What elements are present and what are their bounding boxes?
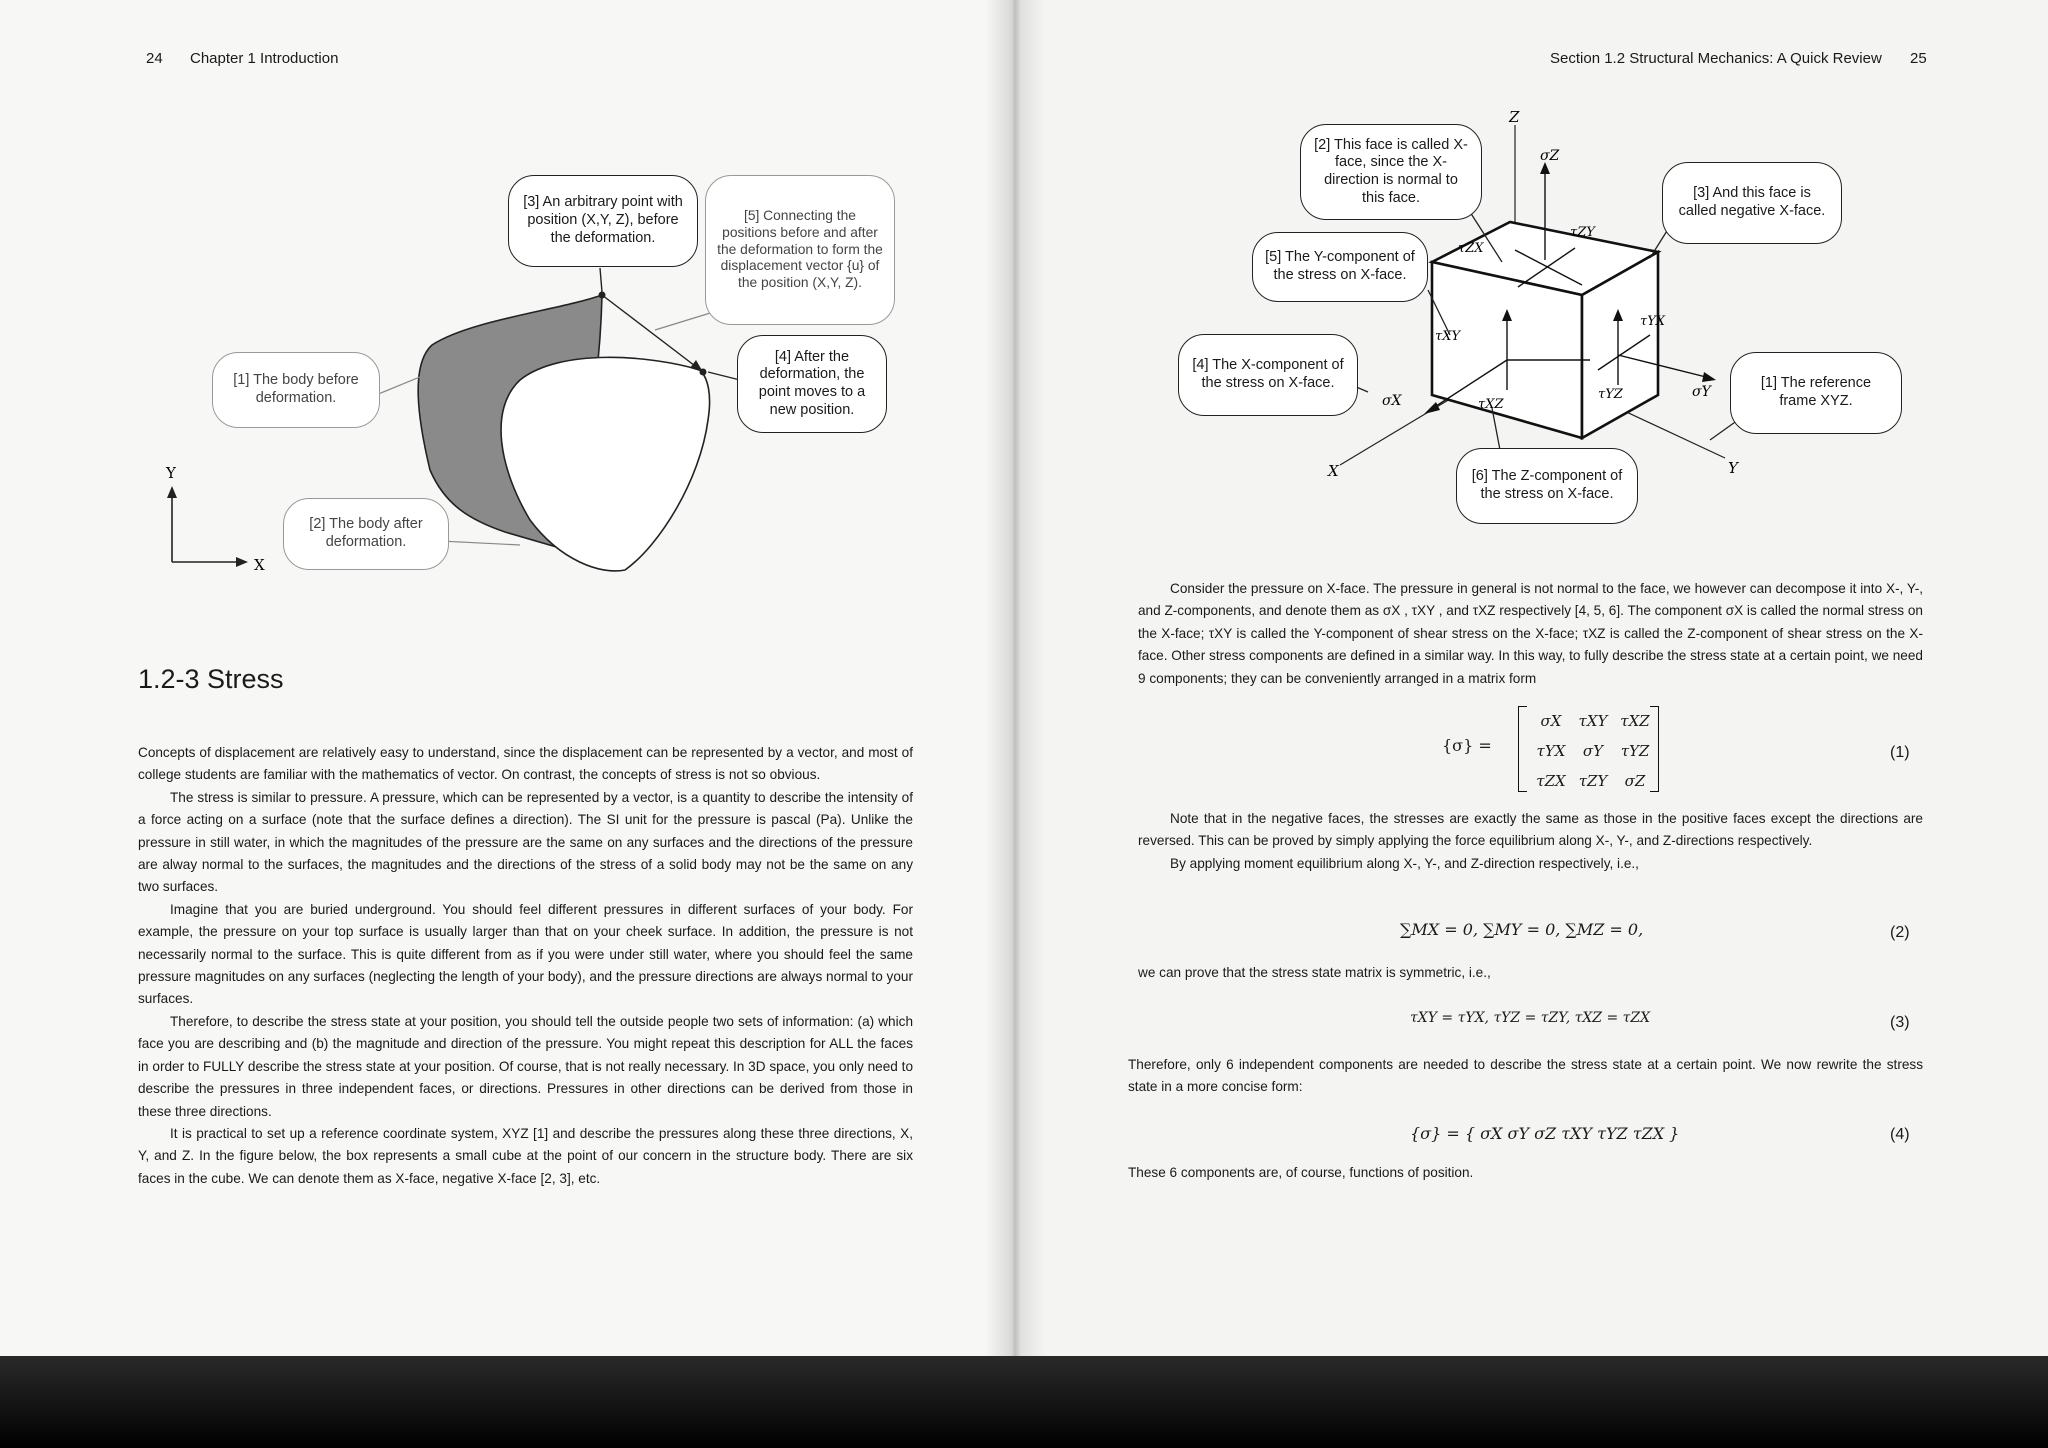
paragraph: Therefore, only 6 independent components are needed to describe the stress state at a certain point. We now rewrite the stress state in a more concise form: [1128,1057,1923,1095]
paragraph: It is practical to set up a reference coordinate system, XYZ [1] and describe the pressures along these three directions, X, Y, and Z. In the figure below, the box represents a small cube at the point of our concern in the structure body. There are six faces in the cube. We can denote them as X-face, negative X-face [2, 3], etc. [138,1125,913,1186]
callout-body-before: [1] The body before deformation. [212,352,380,428]
matrix-cell: τXZ [1620,712,1650,730]
callout-reference-frame: [1] The reference frame XYZ. [1730,352,1902,434]
y-axis-arrow [167,486,177,498]
sigma-y-label: σY [1692,384,1711,400]
paragraph: Imagine that you are buried underground. You should feel different pressures in different surfaces of your body. For example, the pressure on your top surface is usually larger than that on your cheek surface. In addition, the pressure is not necessarily normal to the surface. This is quite different from as if you were under still water, where you should feel the same pressure magnitudes on any surfaces (neglecting the length of your body), and the pressure directions are always normal to your surfaces. [138,901,913,1007]
eq3: τXY = τYX, τYZ = τZY, τXZ = τZX [1410,1010,1651,1026]
point-before [599,292,606,299]
stress-matrix [1530,706,1656,796]
paragraph: By applying moment equilibrium along X-, Y-, and Z-direction respectively, i.e., [1170,855,1639,871]
book-gutter-shadow [985,0,1045,1448]
paragraph: Concepts of displacement are relatively easy to understand, since the displacement can be represented by a vector, and most of college students are familiar with the mathematics of vector. On contrast, the concepts of stress is not so obvious. [138,745,913,783]
paragraph: Therefore, to describe the stress state at your position, you should tell the outside people two sets of information: (a) which face you are describing and (b) the magnitude and direction of the pressure. You might repeat this description for ALL the faces in order to FULLY describe the stress state at your position. Of course, that is not really necessary. In 3D space, you only need to describe the pressures in three independent faces, or directions. Pressures in other directions can be derived from those in these three directions. [138,1013,913,1119]
paragraph: Consider the pressure on X-face. The pressure in general is not normal to the face, we however can decompose it into X-, Y-, and Z-components, and denote them as σX , τXY , and τXZ respectively [4, 5, 6]. The component σX is called the normal stress on the X-face; τXY is called the Y-component of shear stress on the X-face; τXZ is called the Z-component of shear stress on the X-face. Other stress components are defined in a similar way. In this way, to fully describe the stress state at a certain point, we need 9 components; they can be conveniently arranged in a matrix form [1138,581,1923,686]
scan-bottom-edge [0,1356,2048,1448]
tau-xz-label: τXZ [1478,397,1504,412]
left-page [0,0,1010,1448]
x-axis-arrow [236,557,248,567]
matrix-cell: τYX [1536,742,1566,760]
callout-x-component: [4] The X-component of the stress on X-face. [1178,334,1358,416]
callout-x-face: [2] This face is called X-face, since the X-direction is normal to this face. [1300,124,1482,220]
tau-yx-label: τYX [1640,314,1666,329]
right-page [1010,0,2048,1448]
eq1-bracket-left [1518,706,1527,792]
paragraph: The stress is similar to pressure. A pressure, which can be represented by a vector, is a quantity to describe the intensity of a force acting on a surface (note that the surface defines a direction). The SI unit for the pressure is pascal (Pa). Unlike the pressure in still water, in which the magnitudes of the pressure are the same on any surfaces and the directions of the pressure are alway normal to the surfaces, the magnitudes and the directions of the stress of a solid body may not be the same on any two surfaces. [138,789,913,895]
callout-new-position: [4] After the deformation, the point moves to a new position. [737,335,887,433]
eq3-number: (3) [1890,1014,1910,1031]
x-axis-label: X [1328,462,1339,480]
eq1-lhs: {σ} = [1442,736,1492,755]
matrix-cell: τXY [1578,712,1608,730]
left-body-text [138,742,913,1190]
section-title: 1.2-3 Stress [138,664,284,694]
matrix-cell: σZ [1624,772,1646,790]
callout-displacement-vector: [5] Connecting the positions before and after the deformation to form the displacement vector {u} of the position (X,Y, Z). [705,175,895,325]
eq4: {σ} = { σX σY σZ τXY τYZ τZX } [1410,1124,1680,1143]
right-page-number: 25 [1910,50,1927,67]
left-running-head: Chapter 1 Introduction [190,50,339,67]
matrix-cell: τZY [1578,772,1608,790]
tau-zx-label: τZX [1458,241,1484,256]
y-axis-label: Y [166,464,176,482]
eq1-number: (1) [1890,744,1910,761]
eq4-number: (4) [1890,1126,1910,1143]
left-page-number: 24 [146,50,163,67]
matrix-cell: σY [1582,742,1604,760]
callout-y-component: [5] The Y-component of the stress on X-face. [1252,232,1428,302]
tau-zy-label: τZY [1570,225,1595,240]
right-running-head: Section 1.2 Structural Mechanics: A Quick Review [1550,50,1882,67]
callout-negative-x-face: [3] And this face is called negative X-face. [1662,162,1842,244]
matrix-cell: σX [1540,712,1562,730]
paragraph: Note that in the negative faces, the stresses are exactly the same as those in the positive faces except the directions are reversed. This can be proved by simply applying the force equilibrium along X-, Y-, and Z-directions respectively. [1138,811,1923,849]
point-after [700,369,707,376]
right-para-2 [1138,808,1923,875]
eq2-number: (2) [1890,924,1910,941]
paragraph: These 6 components are, of course, functions of position. [1128,1165,1474,1180]
eq2: ∑MX = 0, ∑MY = 0, ∑MZ = 0, [1400,920,1644,939]
right-para-1 [1138,578,1923,690]
sigma-x-label: σX [1382,393,1402,409]
y-axis-label: Y [1728,459,1738,477]
matrix-cell: τZX [1536,772,1566,790]
x-axis-label: X [254,556,265,574]
matrix-cell: τYZ [1620,742,1650,760]
right-para-5 [1128,1054,1923,1099]
callout-arbitrary-point: [3] An arbitrary point with position (X,Y, Z), before the deformation. [508,175,698,267]
callout-body-after: [2] The body after deformation. [283,498,449,570]
tau-xy-label: τXY [1435,329,1461,344]
callout-z-component: [6] The Z-component of the stress on X-face. [1456,448,1638,524]
right-para-6 [1128,1162,1923,1184]
sigma-z-label: σZ [1540,148,1560,164]
paragraph: we can prove that the stress state matrix is symmetric, i.e., [1138,965,1491,980]
tau-yz-label: τYZ [1598,387,1623,402]
right-para-4 [1138,962,1923,984]
z-axis-label: Z [1509,108,1520,126]
